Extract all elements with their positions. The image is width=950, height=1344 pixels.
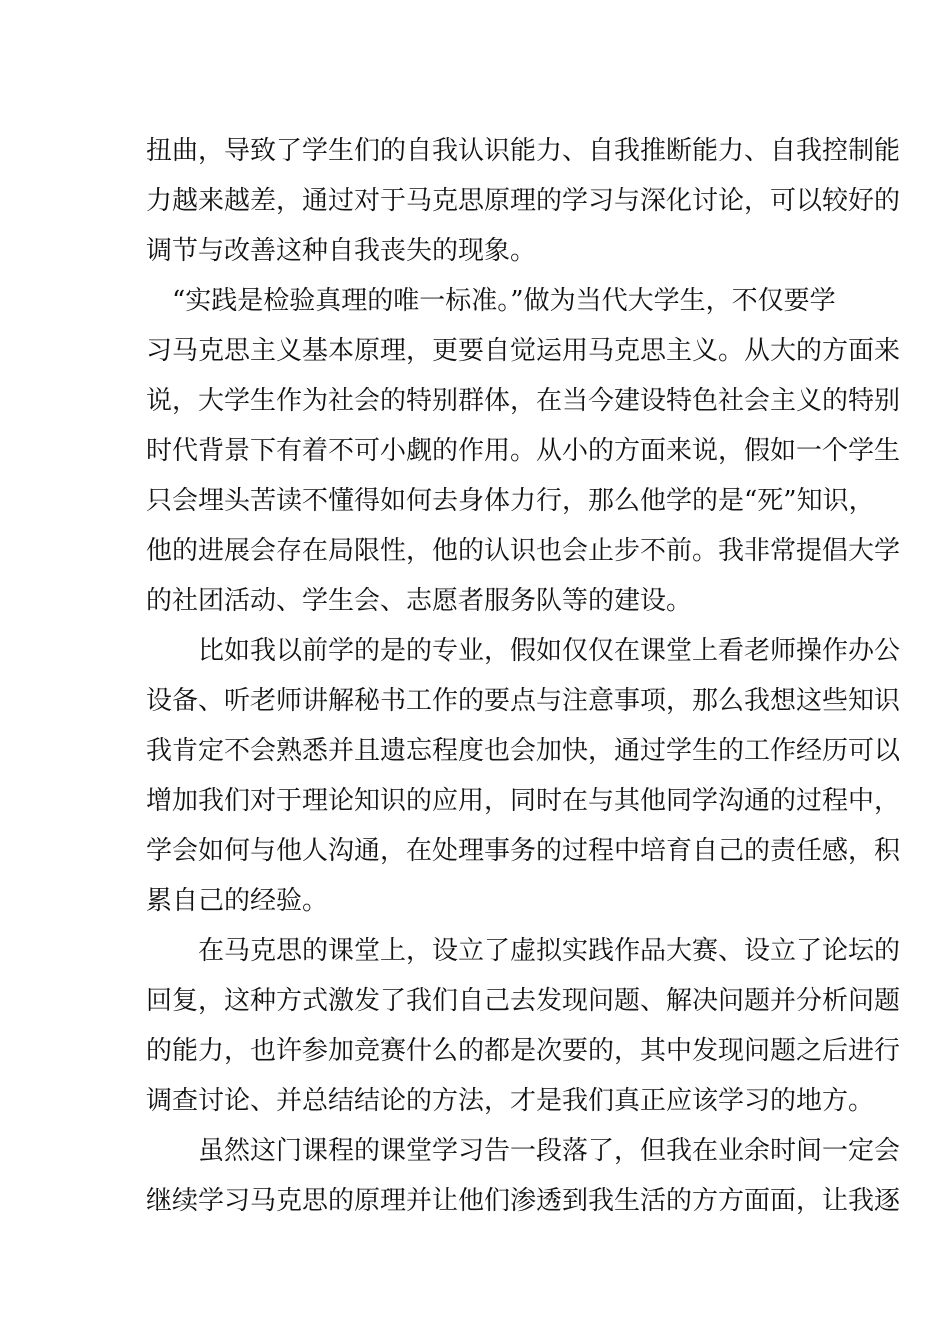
paragraph-5-line-2: 继续学习马克思的原理并让他们渗透到我生活的方方面面，让我逐 <box>146 1186 901 1216</box>
paragraph-4-line-1: 在马克思的课堂上，设立了虚拟实践作品大赛、设立了论坛的 <box>146 936 901 966</box>
paragraph-2-line-7: 的社团活动、学生会、志愿者服务队等的建设。 <box>146 586 693 616</box>
paragraph-4-line-4: 调查讨论、并总结结论的方法，才是我们真正应该学习的地方。 <box>146 1086 875 1116</box>
paragraph-2-line-2: 习马克思主义基本原理，更要自觉运用马克思主义。从大的方面来 <box>146 336 901 366</box>
paragraph-4-line-3: 的能力，也许参加竞赛什么的都是次要的，其中发现问题之后进行 <box>146 1036 901 1066</box>
paragraph-1-line-1: 扭曲，导致了学生们的自我认识能力、自我推断能力、自我控制能 <box>146 136 901 166</box>
paragraph-3-line-1: 比如我以前学的是的专业，假如仅仅在课堂上看老师操作办公 <box>146 636 901 666</box>
paragraph-2-line-1: “实践是检验真理的唯一标准。”做为当代大学生，不仅要学 <box>146 286 836 316</box>
paragraph-3-line-2: 设备、听老师讲解秘书工作的要点与注意事项，那么我想这些知识 <box>146 686 901 716</box>
paragraph-1-line-2: 力越来越差，通过对于马克思原理的学习与深化讨论，可以较好的 <box>146 186 901 216</box>
paragraph-2-line-6: 他的进展会存在局限性，他的认识也会止步不前。我非常提倡大学 <box>146 536 901 566</box>
paragraph-3-line-5: 学会如何与他人沟通，在处理事务的过程中培育自己的责任感，积 <box>146 836 901 866</box>
paragraph-3-line-3: 我肯定不会熟悉并且遗忘程度也会加快，通过学生的工作经历可以 <box>146 736 901 766</box>
paragraph-2-line-3: 说，大学生作为社会的特别群体，在当今建设特色社会主义的特别 <box>146 386 901 416</box>
paragraph-1-line-3: 调节与改善这种自我丧失的现象。 <box>146 236 537 266</box>
paragraph-3-line-4: 增加我们对于理论知识的应用，同时在与其他同学沟通的过程中， <box>146 786 901 816</box>
paragraph-2-line-4: 时代背景下有着不可小觑的作用。从小的方面来说，假如一个学生 <box>146 436 901 466</box>
paragraph-5-line-1: 虽然这门课程的课堂学习告一段落了，但我在业余时间一定会 <box>146 1136 901 1166</box>
paragraph-3-line-6: 累自己的经验。 <box>146 886 329 916</box>
paragraph-2-line-5: 只会埋头苦读不懂得如何去身体力行，那么他学的是“死”知识， <box>146 486 875 516</box>
paragraph-4-line-2: 回复，这种方式激发了我们自己去发现问题、解决问题并分析问题 <box>146 986 901 1016</box>
